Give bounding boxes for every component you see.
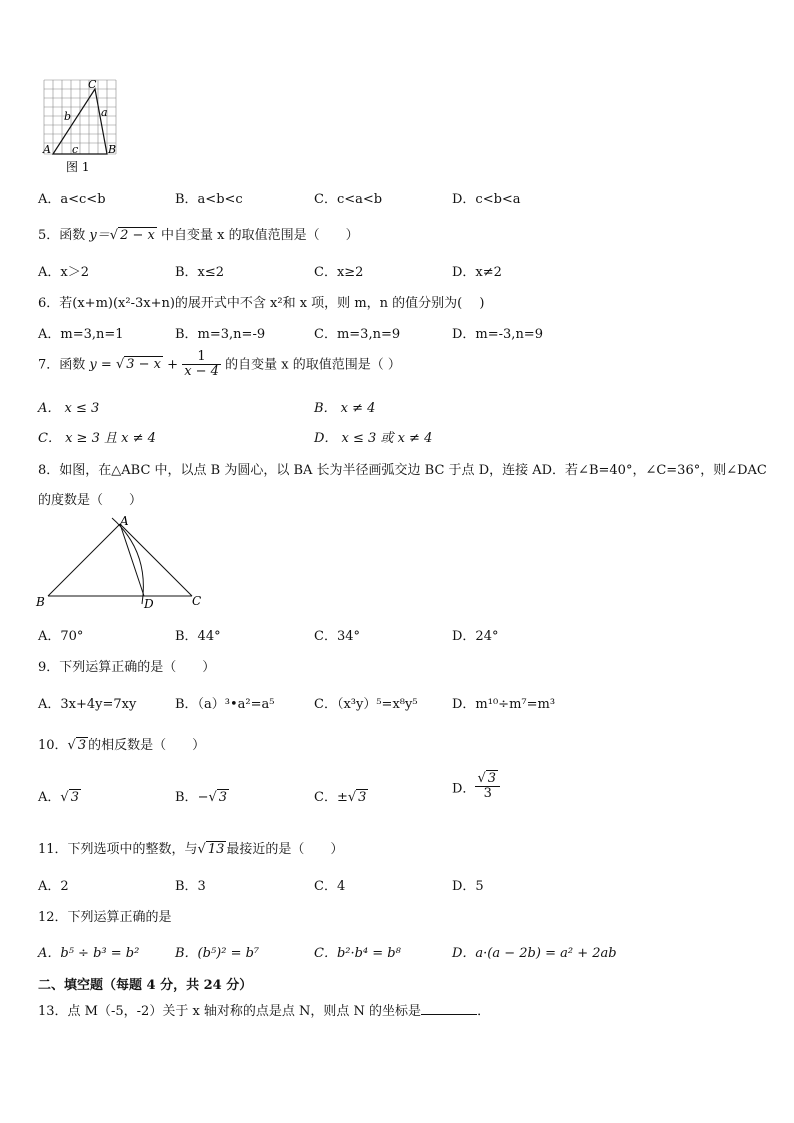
fig1-label-a: a	[101, 106, 108, 119]
q7-suffix: 的自变量 x 的取值范围是（ ）	[225, 357, 401, 373]
q10-option-c-sign: ±	[336, 790, 348, 805]
q10-option-d-den: 3	[483, 786, 492, 802]
q11-option-b: B．3	[175, 879, 206, 894]
q8-fig-label-A: A	[120, 514, 129, 528]
q12-option-d: D．a·(a − 2b) = a² + 2ab	[452, 946, 617, 961]
q7-option-c: C． x ≥ 3 且 x ≠ 4	[38, 431, 156, 446]
q8-option-b: B．44°	[175, 629, 221, 644]
q11-sqrt: √ 13	[197, 842, 225, 857]
q10-radicand: 3	[77, 738, 87, 753]
q7-option-a: A． x ≤ 3	[38, 401, 100, 416]
q10-option-d-num-radicand: 3	[487, 771, 497, 786]
q4-option-d: D．c<b<a	[452, 192, 521, 207]
q9-option-d: D．m¹⁰÷m⁷=m³	[452, 697, 556, 712]
fig1-label-c: c	[72, 143, 79, 156]
q10-option-a-radicand: 3	[70, 790, 79, 805]
q6-option-c: C．m=3,n=9	[314, 327, 401, 342]
q8-option-a: A．70°	[38, 629, 84, 644]
q4-option-a: A．a<c<b	[38, 192, 106, 207]
q12-option-c: C．b²·b⁴ = b⁸	[314, 946, 401, 961]
q12-option-a: A．b⁵ ÷ b³ = b²	[38, 946, 140, 961]
figure-1	[38, 76, 128, 178]
q10-option-a	[38, 786, 81, 805]
question-13	[38, 1000, 490, 1019]
q6-option-d: D．m=-3,n=9	[452, 327, 543, 342]
question-7	[38, 350, 401, 380]
q10-option-b	[175, 786, 229, 805]
q7-option-b: B． x ≠ 4	[314, 401, 376, 416]
q12-option-b: B．(b⁵)² = b⁷	[175, 946, 260, 961]
q10-option-c-label: C．	[314, 790, 337, 805]
q5-prefix: 5．函数	[38, 228, 86, 243]
q7-expr-y: y =	[89, 357, 112, 373]
fig1-label-A: A	[43, 143, 51, 156]
question-11	[38, 838, 343, 857]
q10-option-b-radicand: 3	[218, 790, 228, 805]
q10-sqrt: √ 3	[67, 738, 87, 753]
q10-option-d	[452, 772, 500, 802]
q10-option-d-label: D．	[452, 781, 476, 797]
question-8-line-1: 8．如图，在△ABC 中，以点 B 为圆心，以 BA 长为半径画弧交边 BC 于点 D，连接 AD．若∠B=40°，∠C=36°，则∠DAC	[38, 463, 767, 478]
q7-frac-den: x − 4	[184, 364, 219, 380]
question-12: 12．下列运算正确的是	[38, 910, 172, 925]
q8-fig-label-C: C	[192, 594, 202, 608]
q4-option-c: C．c<a<b	[314, 192, 383, 207]
q8-option-d: D．24°	[452, 629, 499, 644]
figure-q8	[34, 512, 214, 618]
q10-option-d-num: √ 3	[475, 772, 500, 787]
q9-option-b: B．（a）³•a²=a⁵	[175, 697, 275, 712]
q8-fig-label-B: B	[36, 595, 45, 609]
q5-expr-y: y＝	[89, 228, 110, 243]
q13-end: ．	[477, 1004, 491, 1019]
fig1-caption: 图 1	[66, 160, 90, 174]
q5-option-b: B．x≤2	[175, 265, 225, 280]
q5-suffix: 中自变量 x 的取值范围是（ ）	[160, 228, 359, 243]
q10-option-c	[314, 786, 368, 805]
q6-option-b: B．m=3,n=-9	[175, 327, 266, 342]
q10-option-c-radicand: 3	[358, 790, 367, 805]
question-6: 6．若(x+m)(x²-3x+n)的展开式中不含 x²和 x 项，则 m，n 的值分别为( )	[38, 296, 485, 311]
q11-radicand: 13	[207, 842, 225, 857]
q5-option-d: D．x≠2	[452, 265, 502, 280]
q10-option-b-sign: −	[197, 790, 209, 805]
q7-prefix: 7．函数	[38, 357, 86, 373]
q7-plus: +	[167, 357, 179, 373]
q10-option-b-sqrt: √ 3	[208, 790, 228, 805]
q9-option-c: C．（x³y）⁵=x⁸y⁵	[314, 697, 418, 712]
q8-option-c: C．34°	[314, 629, 360, 644]
q11-suffix: 最接近的是（ ）	[226, 842, 344, 857]
fig1-label-b: b	[64, 110, 72, 123]
q10-option-c-sqrt: √ 3	[347, 790, 367, 805]
q8-fig-label-D: D	[144, 597, 154, 611]
section-2-title: 二、填空题（每题 4 分，共 24 分）	[38, 978, 253, 993]
q11-option-a: A．2	[38, 879, 69, 894]
question-5	[38, 224, 359, 243]
q7-option-d: D． x ≤ 3 或 x ≠ 4	[314, 431, 433, 446]
q7-radicand: 3 − x	[126, 357, 161, 373]
q13-answer-blank[interactable]	[421, 1002, 477, 1015]
q10-prefix: 10．	[38, 738, 68, 753]
q11-prefix: 11．下列选项中的整数，与	[38, 842, 198, 857]
figure-1-svg	[38, 76, 128, 174]
q11-option-d: D．5	[452, 879, 484, 894]
fig1-label-C: C	[88, 78, 97, 91]
q7-frac-num: 1	[182, 350, 221, 365]
question-10	[38, 734, 205, 753]
fig1-label-B: B	[108, 143, 117, 156]
q10-option-d-fraction	[475, 772, 500, 802]
q4-option-b: B．a<b<c	[175, 192, 243, 207]
q9-option-a: A．3x+4y=7xy	[38, 697, 137, 712]
q11-option-c: C．4	[314, 879, 346, 894]
q5-sqrt: √ 2 − x	[109, 228, 155, 243]
figure-q8-svg	[34, 512, 214, 614]
q13-text: 13．点 M（-5，-2）关于 x 轴对称的点是点 N，则点 N 的坐标是	[38, 1004, 422, 1019]
question-8-line-2: 的度数是（ ）	[38, 493, 143, 508]
q5-radicand: 2 − x	[120, 228, 155, 243]
q10-suffix: 的相反数是（ ）	[88, 738, 206, 753]
q5-option-a: A．x＞2	[38, 265, 89, 280]
q10-option-b-label: B．	[175, 790, 198, 805]
q6-option-a: A．m=3,n=1	[38, 327, 124, 342]
q10-option-a-sqrt: √ 3	[60, 790, 79, 805]
question-9: 9．下列运算正确的是（ ）	[38, 660, 216, 675]
q10-option-a-label: A．	[38, 790, 61, 805]
q7-fraction	[182, 350, 221, 380]
q7-sqrt: √ 3 − x	[115, 357, 161, 373]
q5-option-c: C．x≥2	[314, 265, 364, 280]
